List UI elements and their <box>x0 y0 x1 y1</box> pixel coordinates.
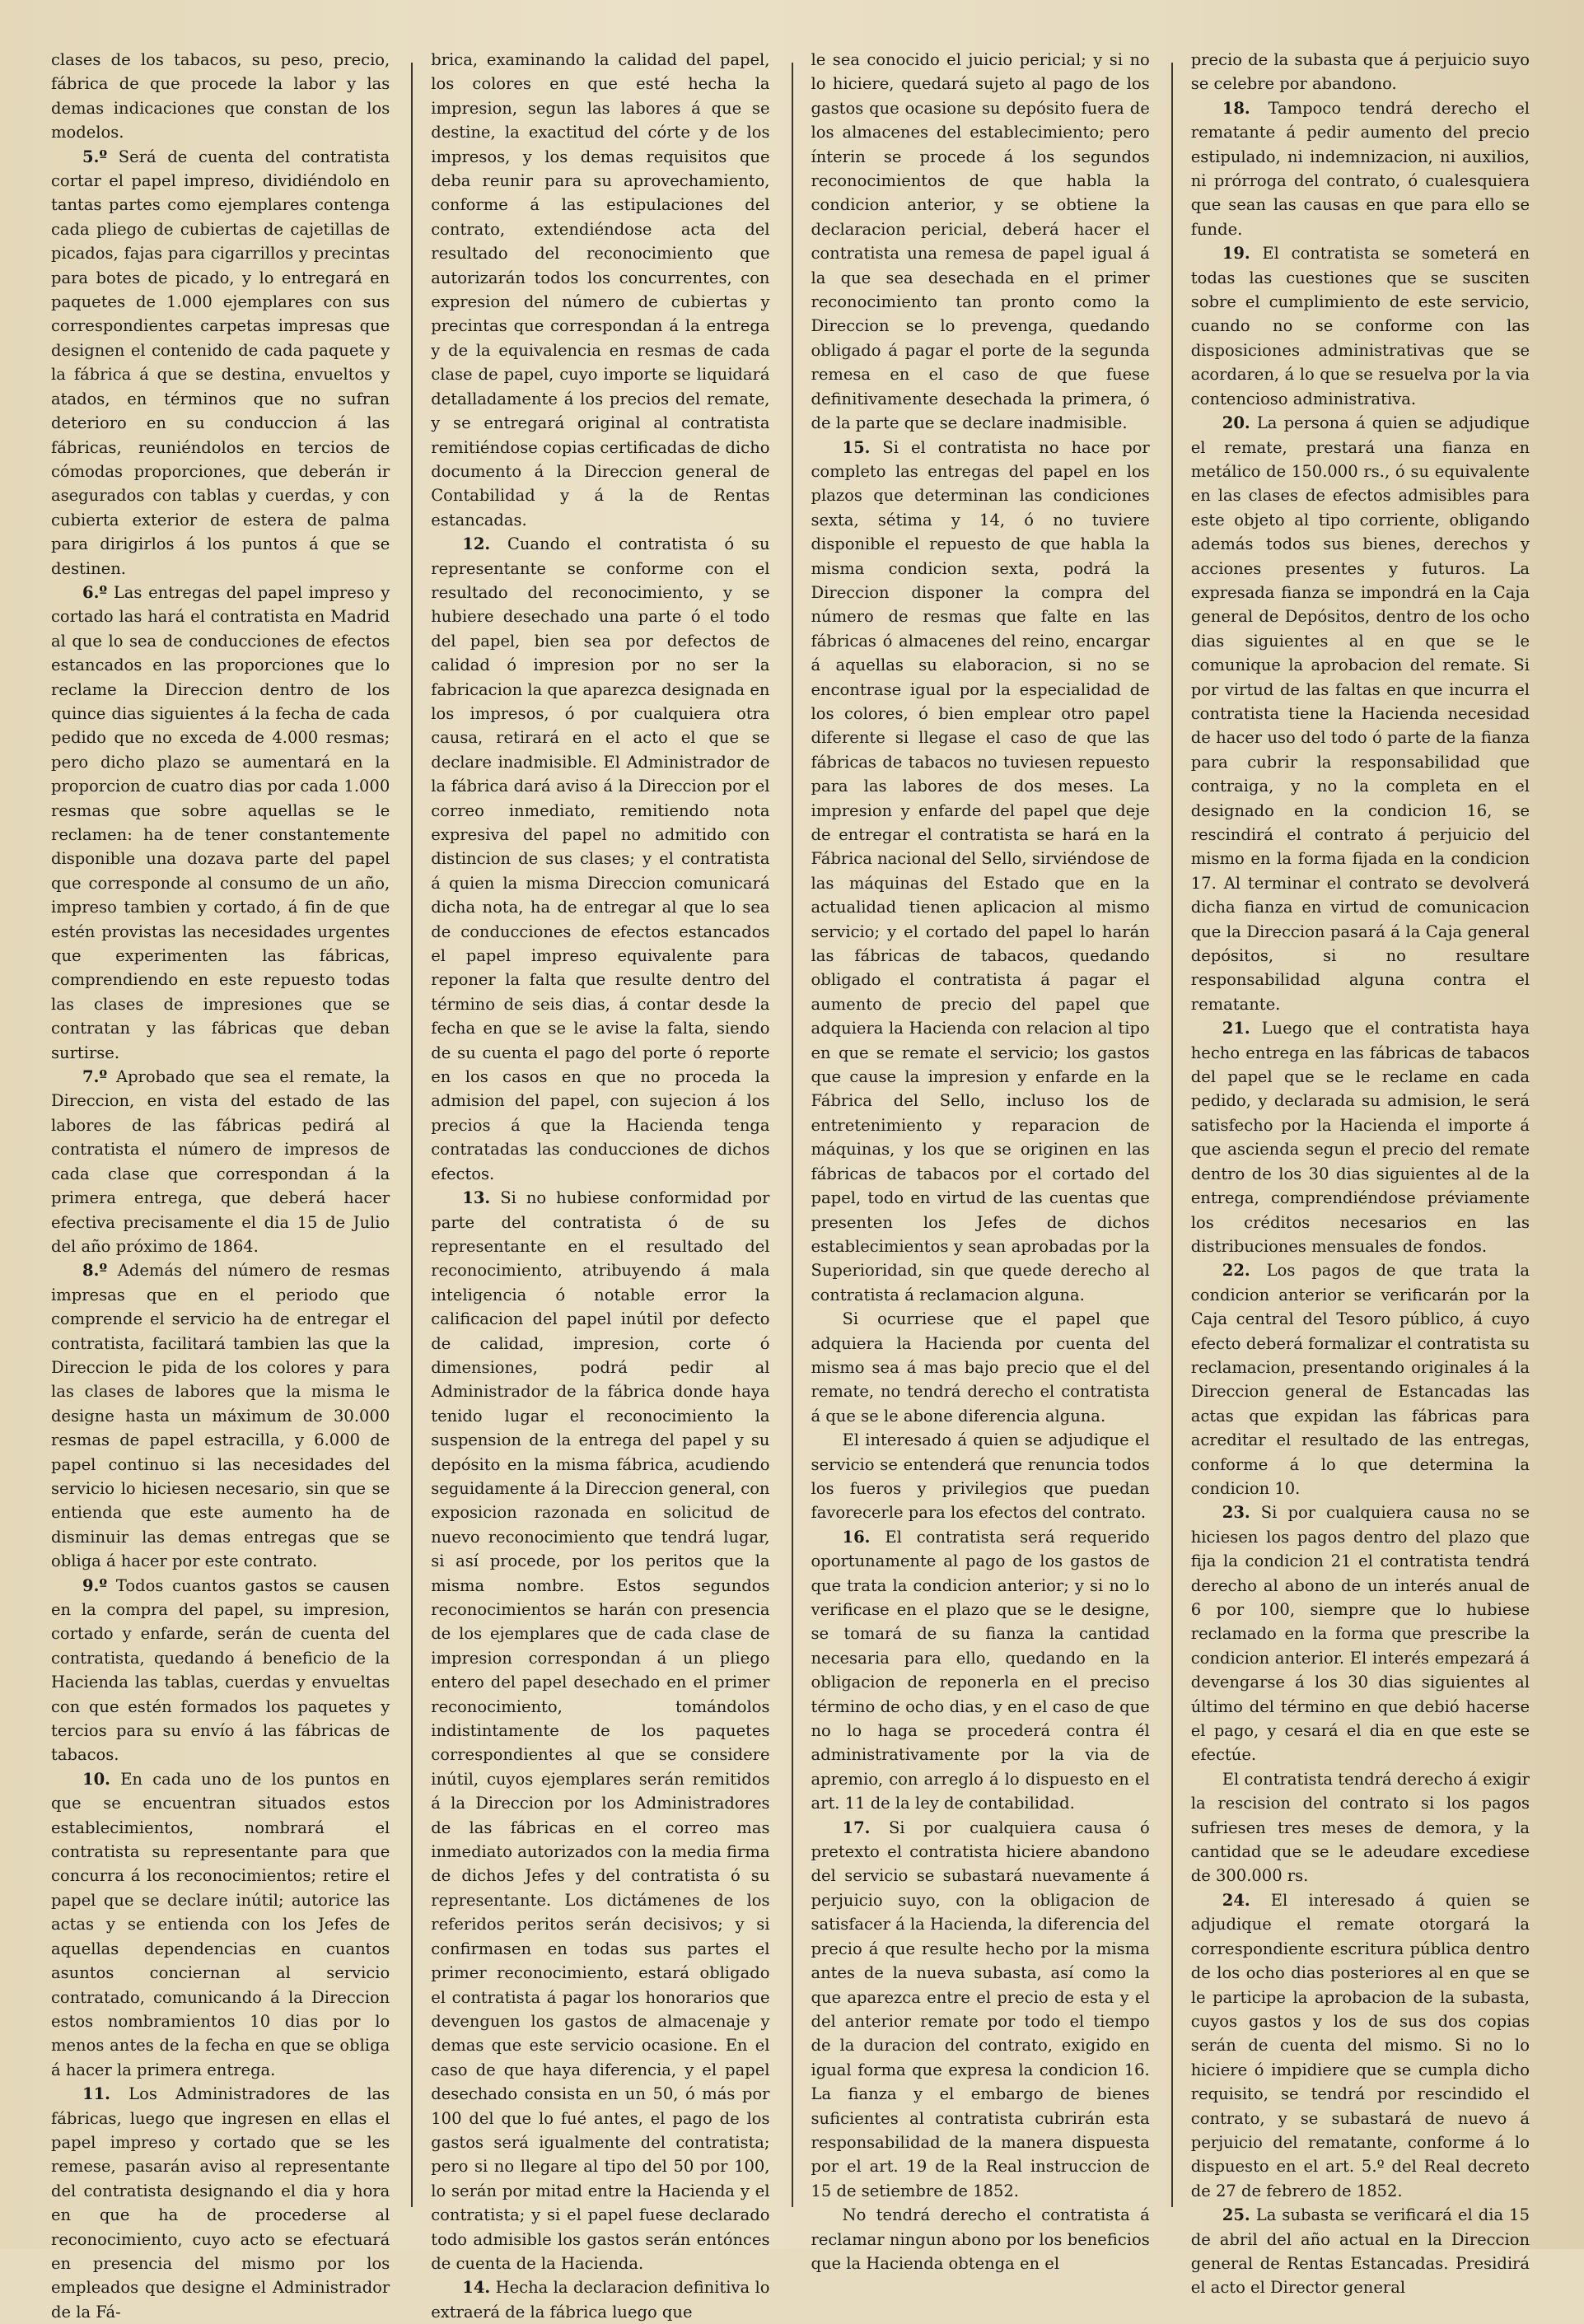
paragraph <box>51 1767 390 2082</box>
clause-number: 20. <box>1222 413 1250 433</box>
columns-container <box>51 48 1551 2322</box>
column-3 <box>793 48 1171 2273</box>
clause-number: 10. <box>82 1769 110 1789</box>
paragraph-text: Todos cuantos gastos se causen en la compra del papel, su impresion, cortado y enfarde, serán de cuenta del contratista, quedando á beneficio de la Hacienda las tablas, cuerdas y envueltas con que estén formados los paquetes y tercios para su envío á las fábricas de tabacos. <box>51 1575 390 1765</box>
clause-number: 17. <box>842 1818 871 1837</box>
paragraph-text: Tampoco tendrá derecho el rematante á pedir aumento del precio estipulado, ni indemnizacion, ni auxilios, ni prórroga del contrato, ó cualesquiera que sean las causas en que para ello se funde. <box>1190 98 1530 239</box>
paragraph <box>1191 2203 1530 2300</box>
paragraph-text: Será de cuenta del contratista cortar el papel impreso, dividiéndolo en tantas partes como ejemplares contenga cada pliego de cubiertas de cajetillas de picados, fajas para cigarrillos y precintas para botes de picado, y lo entregará en paquetes de 1.000 ejemplares con sus correspondientes carpetas impresas que designen el contenido de cada paquete y la fábrica á que se destina, envueltos y atados, en términos que no sufran deterioro en su conduccion á las fábricas, reuniéndolos en tercios de cómodas proporciones, que deberán ir asegurados con tablas y cuerdas, y con cubierta exterior de estera de palma para dirigirlos á los puntos á que se destinen. <box>51 147 390 578</box>
paragraph-text: precio de la subasta que á perjuicio suyo se celebre por abandono. <box>1190 50 1530 94</box>
paragraph-text: Hecha la declaracion definitiva lo extraerá de la fábrica luego que <box>431 2278 770 2322</box>
clause-number: 7.º <box>82 1067 108 1087</box>
paragraph-text: le sea conocido el juicio pericial; y si no lo hiciere, quedará sujeto al pago de los gastos que ocasione su depósito fuera de los almacenes del establecimiento; pero ínterin se procede á los segundos reconocimientos de que habla la condicion anterior, y se obtiene la declaracion pericial, deberá hacer el contratista una remesa de papel igual á la que sea desechada en el primer reconocimiento tan pronto como la Direccion se lo prevenga, quedando obligado á pagar el porte de la segunda remesa en el caso de que fuese definitivamente desechada la primera, ó de la parte que se declare inadmisible. <box>811 50 1150 433</box>
paragraph <box>51 145 390 581</box>
paragraph <box>1191 411 1530 1016</box>
column-2 <box>413 48 791 2322</box>
clause-number: 15. <box>842 437 871 457</box>
paragraph-text: Luego que el contratista haya hecho entrega en las fábricas de tabacos del papel que se le reclame en cada pedido, y declarada su admision, le será satisfecho por la Hacienda el importe á que ascienda segun el precio del remate dentro de los 30 dias siguientes al de la entrega, comprendiéndose préviamente los créditos necesarios en las distribuciones mensuales de fondos. <box>1190 1019 1530 1256</box>
clause-number: 11. <box>82 2084 110 2104</box>
clause-number: 8.º <box>82 1261 108 1281</box>
paragraph <box>1191 1016 1530 1258</box>
paragraph <box>51 2082 390 2324</box>
paragraph-text: brica, examinando la calidad del papel, los colores en que esté hecha la impresion, segun las labores á que se destine, la exactitud del córte y de los impresos, y los demas requisitos que deba reunir para su aprovechamiento, conforme á las estipulaciones del contrato, extendiéndose acta del resultado del reconocimiento que autorizarán todos los concurrentes, con expresion del número de cubiertas y precintas que correspondan á la entrega y de la equivalencia en resmas de cada clase de papel, cuyo importe se liquidará detalladamente á los precios del remate, y se entregará original al contratista remitiéndose copias certificadas de dicho documento á la Direccion general de Contabilidad y á la de Rentas estancadas. <box>431 50 770 530</box>
paragraph <box>811 48 1150 436</box>
paragraph <box>1191 48 1530 96</box>
paragraph-text: Cuando el contratista ó su representante se conforme con el resultado del reconocimiento, y se hubiere desechado una parte ó el todo del papel, bien sea por defectos de calidad ó impresion por no ser la fabricacion la que aparezca designada en los impresos, ó por cualquiera otra causa, retirará en el acto el que se declare inadmisible. El Administrador de la fábrica dará aviso á la Direccion por el correo inmediato, remitiendo nota expresiva del papel no admitido con distincion de sus clases; y el contratista á quien la misma Direccion comunicará dicha nota, ha de entregar al que lo sea de conducciones de efectos estancados el papel impreso equivalente para reponer la falta que resulte dentro del término de seis dias, á contar desde la fecha en que se le avise la falta, siendo de su cuenta el pago del porte ó reporte en los casos en que no proceda la admision del papel, con sujecion á los precios á que la Hacienda tenga contratadas las conducciones de dichos efectos. <box>431 534 770 1183</box>
paragraph <box>811 1428 1150 1525</box>
paragraph <box>1191 1888 1530 2203</box>
paragraph <box>1191 96 1530 241</box>
paragraph-text: Si por cualquiera causa no se hiciesen los pagos dentro del plazo que fija la condicion 21 el contratista tendrá derecho al abono de un interés anual de 6 por 100, siempre que lo hubiese reclamado en la forma que prescribe la condicion anterior. El interés empezará á devengarse á los 30 dias siguientes al último del término en que debió hacerse el pago, y cesará el dia en que este se efectúe. <box>1190 1503 1530 1765</box>
paragraph-text: Además del número de resmas impresas que en el periodo que comprende el servicio ha de entregar el contratista, facilitará tambien las que la Direccion le pida de los colores y para las clases de labores que la misma le designe hasta un máximum de 30.000 resmas de papel estracilla, y 6.000 de papel continuo si las necesidades del servicio lo hiciesen necesario, sin que se entienda que este aumento ha de disminuir las demas entregas que se obliga á hacer por este contrato. <box>51 1261 390 1571</box>
paragraph <box>51 48 390 145</box>
paragraph <box>811 436 1150 1308</box>
paragraph <box>1191 1258 1530 1500</box>
paragraph <box>51 1574 390 1767</box>
clause-number: 25. <box>1222 2205 1250 2225</box>
paragraph <box>811 2203 1150 2275</box>
clause-number: 19. <box>1222 244 1250 264</box>
column-1 <box>51 48 411 2322</box>
paragraph <box>811 1307 1150 1428</box>
column-4 <box>1173 48 1551 2298</box>
paragraph-text: El contratista será requerido oportunamente al pago de los gastos de que trata la condicion anterior; y si no lo verificase en el plazo que se le designe, se tomará de su fianza la cantidad necesaria para ello, quedando en la obligacion de reponerla en el preciso término de ocho dias, y en el caso de que no lo haga se procederá contra él administrativamente por la via de apremio, con arreglo á lo dispuesto en el art. 11 de la ley de contabilidad. <box>811 1527 1150 1813</box>
paragraph-text: La subasta se verificará el dia 15 de abril del año actual en la Direccion general de Rentas Estancadas. Presidirá el acto el Director general <box>1190 2205 1530 2298</box>
paragraph <box>431 48 769 532</box>
paragraph-text: El interesado á quien se adjudique el remate otorgará la correspondiente escritura pública dentro de los ocho dias posteriores al en que se le participe la aprobacion de la subasta, cuyos gastos y los de sus dos copias serán de cuenta del mismo. Si no lo hiciere ó impidiere que se cumpla dicho requisito, se tendrá por rescindido el contrato, y se subastará de nuevo á perjuicio del rematante, conforme á lo dispuesto en el art. 5.º del Real decreto de 27 de febrero de 1852. <box>1190 1890 1530 2200</box>
paragraph <box>51 581 390 1065</box>
paragraph <box>1191 1767 1530 1888</box>
paragraph <box>1191 241 1530 411</box>
paragraph <box>431 1186 769 2275</box>
clause-number: 18. <box>1222 98 1250 118</box>
paragraph-text: Si el contratista no hace por completo las entregas del papel en los plazos que determinan las condiciones sexta, sétima y 14, ó no tuviere disponible el repuesto de que habla la misma condicion sexta, podrá la Direccion disponer la compra del número de resmas que falte en las fábricas ó almacenes del reino, encargar á aquellas su elaboracion, si no se encontrase igual por la especialidad de los colores, ó bien emplear otro papel diferente si llegase el caso de que las fábricas de tabacos no tuviesen repuesto para las labores de dos meses. La impresion y enfarde del papel que deje de entregar el contratista se hará en la Fábrica nacional del Sello, sirviéndose de las máquinas del Estado que en la actualidad tienen aplicacion al mismo servicio; y el cortado del papel lo harán las fábricas de tabacos, quedando obligado el contratista á pagar el aumento de precio del papel que adquiera la Hacienda con relacion al tipo en que se remate el servicio; los gastos que cause la impresion y enfarde en la Fábrica del Sello, incluso los de entretenimiento y reparacion de máquinas, y los que se originen en las fábricas de tabacos por el cortado del papel, todo en virtud de las cuentas que presenten los Jefes de dichos establecimientos y sean aprobadas por la Superioridad, sin que quede derecho al contratista á reclamacion alguna. <box>811 437 1150 1304</box>
clause-number: 12. <box>462 534 491 554</box>
paragraph-text: La persona á quien se adjudique el remate, prestará una fianza en metálico de 150.000 rs., ó su equivalente en las clases de efectos admisibles para este objeto al tipo corriente, obligando además todos sus bienes, derechos y acciones presentes y futuros. La expresada fianza se impondrá en la Caja general de Depósitos, dentro de los ocho dias siguientes al en que se le comunique la aprobacion del remate. Si por virtud de las faltas en que incurra el contratista tiene la Hacienda necesidad de hacer uso del todo ó parte de la fianza para cubrir la responsabilidad que contraiga, y no la completa en el designado en la condicion 16, se rescindirá el contrato á perjuicio del mismo en la forma fijada en la condicion 17. Al terminar el contrato se devolverá dicha fianza en virtud de comunicacion que la Direccion pasará á la Caja general depósitos, si no resultare responsabilidad alguna contra el rematante. <box>1190 413 1530 1014</box>
clause-number: 22. <box>1222 1261 1250 1281</box>
paragraph-text: Los pagos de que trata la condicion anterior se verificarán por la Caja central del Tesoro público, á cuyo efecto deberá formalizar el contratista su reclamacion, presentando originales á la Direccion general de Estancadas las actas que expidan las fábricas para acreditar el resultado de las entregas, conforme á lo que determina la condicion 10. <box>1190 1261 1530 1498</box>
paragraph-text: Las entregas del papel impreso y cortado las hará el contratista en Madrid al que lo sea de conducciones de efectos estancados en las proporciones que lo reclame la Direccion dentro de los quince dias siguientes á la fecha de cada pedido que no exceda de 4.000 resmas; pero dicho plazo se aumentará en la proporcion de cuatro dias por cada 1.000 resmas que sobre aquellas se le reclamen: ha de tener constantemente disponible una dozava parte del papel que corresponde al consumo de un año, impreso tambien y cortado, á fin de que estén provistas las necesidades urgentes que experimenten las fábricas, comprendiendo en este repuesto todas las clases de impresiones que se contratan y las fábricas que deban surtirse. <box>51 582 390 1062</box>
clause-number: 9.º <box>82 1575 108 1595</box>
paragraph-text: Si no hubiese conformidad por parte del contratista ó de su representante en el resultado del reconocimiento, atribuyendo á mala inteligencia ó notable error la calificacion del papel inútil por defecto de calidad, impresion, corte ó dimensiones, podrá pedir al Administrador de la fábrica donde haya tenido lugar el reconocimiento la suspension de la entrega del papel y su depósito en la misma fábrica, acudiendo seguidamente á la Direccion general, con exposicion razonada en solicitud de nuevo reconocimiento que tendrá lugar, si así procede, por los peritos que la misma nombre. Estos segundos reconocimientos se harán con presencia de los ejemplares que de cada clase de impresion correspondan á un pliego entero del papel desechado en el primer reconocimiento, tomándolos indistintamente de los paquetes correspondientes al que se considere inútil, cuyos ejemplares serán remitidos á la Direccion por los Administradores de las fábricas en el correo mas inmediato autorizados con la media firma de dichos Jefes y del contratista ó su representante. Los dictámenes de los referidos peritos serán decisivos; y si confirmasen en todas sus partes el primer reconocimiento, estará obligado el contratista á pagar los honorarios que devenguen los gastos de almacenaje y demas que este servicio ocasione. En el caso de que haya diferencia, y el papel desechado consista en un 50, ó más por 100 del que lo fué antes, el pago de los gastos será igualmente del contratista; pero si no llegare al tipo del 50 por 100, lo serán por mitad entre la Hacienda y el contratista; y si el papel fuese declarado todo admisible los gastos serán entónces de cuenta de la Hacienda. <box>431 1188 770 2273</box>
paragraph-text: Aprobado que sea el remate, la Direccion, en vista del estado de las labores de las fábricas pedirá al contratista el número de impresos de cada clase que correspondan á la primera entrega, que deberá hacer efectiva precisamente el dia 15 de Julio del año próximo de 1864. <box>51 1067 390 1256</box>
paragraph <box>1191 1500 1530 1766</box>
paragraph-text: Si por cualquiera causa ó pretexto el contratista hiciere abandono del servicio se subastará nuevamente á perjuicio suyo, con la obligacion de satisfacer á la Hacienda, la diferencia del precio á que resulte hecho por la misma antes de la nueva subasta, así como la que aparezca entre el precio de esta y el del anterior remate por todo el tiempo de la duracion del contrato, exigido en igual forma que expresa la condicion 16. La fianza y el embargo de bienes suficientes al contratista cubrirán esta responsabilidad de la manera dispuesta por el art. 19 de la Real instruccion de 15 de setiembre de 1852. <box>811 1818 1150 2200</box>
paragraph <box>431 532 769 1186</box>
paragraph-text: Los Administradores de las fábricas, luego que ingresen en ellas el papel impreso y cortado que se les remese, pasarán aviso al representante del contratista designando el dia y hora en que ha de procederse al reconocimiento, cuyo acto se efectuará en presencia del mismo por los empleados que designe el Administrador de la Fá- <box>51 2084 390 2322</box>
clause-number: 24. <box>1222 1890 1250 1910</box>
paragraph <box>51 1065 390 1258</box>
paragraph-text: El contratista se someterá en todas las cuestiones que se susciten sobre el cumplimiento de este servicio, cuando no se conforme con las disposiciones administrativas que se acordaren, á lo que se resuelva por la via contencioso administrativa. <box>1190 244 1530 408</box>
paragraph-text: clases de los tabacos, su peso, precio, fábrica de que procede la labor y las demas indicaciones que constan de los modelos. <box>51 50 390 142</box>
clause-number: 21. <box>1222 1019 1250 1038</box>
paragraph-text: No tendrá derecho el contratista á reclamar ningun abono por los beneficios que la Hacienda obtenga en el <box>811 2205 1150 2273</box>
clause-number: 23. <box>1222 1503 1250 1523</box>
clause-number: 13. <box>462 1188 491 1208</box>
clause-number: 16. <box>842 1527 871 1547</box>
clause-number: 5.º <box>82 147 108 166</box>
clause-number: 6.º <box>82 582 108 602</box>
paragraph-text: Si ocurriese que el papel que adquiera la Hacienda por cuenta del mismo sea á mas bajo precio que el del remate, no tendrá derecho el contratista á que se le abone diferencia alguna. <box>811 1309 1150 1426</box>
paragraph <box>811 1525 1150 1816</box>
paragraph <box>811 1816 1150 2204</box>
paragraph <box>51 1258 390 1573</box>
paragraph-text: El contratista tendrá derecho á exigir la rescision del contrato si los pagos sufriesen tres meses de demora, y la cantidad que se le adeudare excediese de 300.000 rs. <box>1190 1769 1530 1886</box>
clause-number: 14. <box>462 2278 491 2298</box>
paragraph-text: El interesado á quien se adjudique el servicio se entenderá que renuncia todos los fueros y privilegios que puedan favorecerle para los efectos del contrato. <box>811 1430 1150 1523</box>
paragraph <box>431 2275 769 2324</box>
paragraph-text: En cada uno de los puntos en que se encuentran situados estos establecimientos, nombrará el contratista su representante para que concurra á los reconocimientos; retire el papel que se declare inútil; autorice las actas y se entienda con los Jefes de aquellas dependencias en cuantos asuntos conciernan al servicio contratado, comunicando á la Direccion estos nombramientos 10 dias por lo menos antes de la fecha en que se obliga á hacer la primera entrega. <box>51 1769 390 2079</box>
